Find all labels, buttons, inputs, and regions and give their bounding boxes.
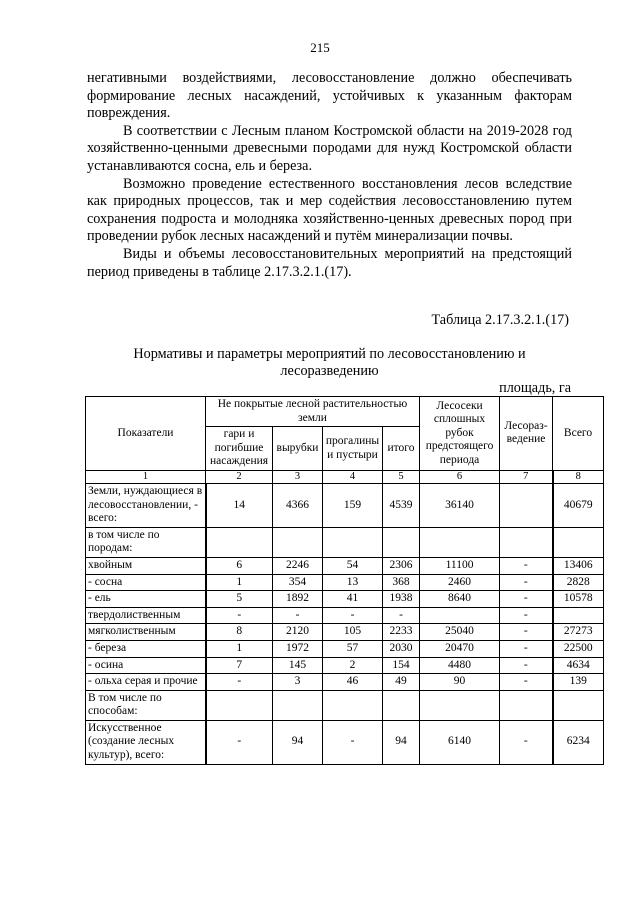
table-cell: - <box>206 720 273 764</box>
table-cell: - <box>500 624 553 641</box>
paragraph: Виды и объемы лесовосстановительных мероприятий на предстоящий период приведены в таблице 2.17.3.2.1.(17). <box>87 245 572 280</box>
table-cell: 41 <box>323 591 383 608</box>
table-cell: - <box>206 607 273 624</box>
column-number: 1 <box>86 470 206 483</box>
table-cell: 2460 <box>420 574 500 591</box>
table-cell: 4539 <box>383 483 420 527</box>
table-cell: 54 <box>323 557 383 574</box>
table-cell: 1 <box>206 640 273 657</box>
table-cell: 6 <box>206 557 273 574</box>
table-cell: 2233 <box>383 624 420 641</box>
table-cell: 94 <box>273 720 323 764</box>
table-cell: 7 <box>206 657 273 674</box>
table-cell <box>206 690 273 720</box>
table-cell: 139 <box>553 674 604 691</box>
row-label: - сосна <box>86 574 206 591</box>
table-cell: 2306 <box>383 557 420 574</box>
table-row <box>86 640 604 657</box>
paragraph: В соответствии с Лесным планом Костромской области на 2019-2028 год хозяйственно-ценными древесными породами для нужд Костромской области устанавливаются сосна, ель и береза. <box>87 122 572 174</box>
table-cell: 4480 <box>420 657 500 674</box>
table-cell: 1 <box>206 574 273 591</box>
table-row <box>86 557 604 574</box>
table-cell: - <box>500 720 553 764</box>
table-cell: 145 <box>273 657 323 674</box>
column-number: 2 <box>206 470 273 483</box>
table-cell: 3 <box>273 674 323 691</box>
column-number: 5 <box>383 470 420 483</box>
table-cell: 154 <box>383 657 420 674</box>
table-cell: - <box>500 607 553 624</box>
row-label: в том числе по породам: <box>86 527 206 557</box>
header-afforestation: Лесораз-ведение <box>500 397 553 471</box>
table-cell: 4634 <box>553 657 604 674</box>
table-cell <box>323 690 383 720</box>
table-cell: 13 <box>323 574 383 591</box>
table-cell <box>383 527 420 557</box>
row-label: В том числе по способам: <box>86 690 206 720</box>
table-row <box>86 674 604 691</box>
table-cell: 10578 <box>553 591 604 608</box>
table-cell: - <box>500 640 553 657</box>
table-cell: - <box>206 674 273 691</box>
table-row <box>86 607 604 624</box>
table-cell: - <box>500 557 553 574</box>
table-cell: - <box>500 657 553 674</box>
table-cell: 11100 <box>420 557 500 574</box>
table-cell: 2828 <box>553 574 604 591</box>
table-cell: 25040 <box>420 624 500 641</box>
row-label: мягколиственным <box>86 624 206 641</box>
table-cell: 1972 <box>273 640 323 657</box>
table-title: Нормативы и параметры мероприятий по лесовосстановлению и лесоразведению <box>133 346 526 379</box>
column-number: 4 <box>323 470 383 483</box>
table-row <box>86 690 604 720</box>
table-cell: 368 <box>383 574 420 591</box>
table-cell: 49 <box>383 674 420 691</box>
header-clearings: вырубки <box>273 427 323 471</box>
table-cell: 2120 <box>273 624 323 641</box>
table-cell: 27273 <box>553 624 604 641</box>
table-body <box>86 483 604 764</box>
table-cell: 22500 <box>553 640 604 657</box>
table-cell <box>383 690 420 720</box>
column-number: 3 <box>273 470 323 483</box>
row-label: - ель <box>86 591 206 608</box>
column-number: 8 <box>553 470 604 483</box>
table-cell <box>420 527 500 557</box>
table-cell: 2246 <box>273 557 323 574</box>
table-cell: 14 <box>206 483 273 527</box>
table-cell: 1938 <box>383 591 420 608</box>
table-cell: - <box>273 607 323 624</box>
table-cell <box>323 527 383 557</box>
row-label: - ольха серая и прочие <box>86 674 206 691</box>
table-cell: - <box>383 607 420 624</box>
column-number: 7 <box>500 470 553 483</box>
table-cell: 2030 <box>383 640 420 657</box>
table-cell: 57 <box>323 640 383 657</box>
body-text <box>87 70 572 281</box>
table-cell: 13406 <box>553 557 604 574</box>
table-cell: 40679 <box>553 483 604 527</box>
row-label: - береза <box>86 640 206 657</box>
header-glades: прогалины и пустыри <box>323 427 383 471</box>
table-cell: 4366 <box>273 483 323 527</box>
table-cell: 94 <box>383 720 420 764</box>
table-cell <box>420 607 500 624</box>
row-label: хвойным <box>86 557 206 574</box>
row-label: - осина <box>86 657 206 674</box>
header-burned: гари и погибшие насаждения <box>206 427 273 471</box>
table-cell: 46 <box>323 674 383 691</box>
table-cell: - <box>323 607 383 624</box>
column-number: 6 <box>420 470 500 483</box>
table-cell <box>500 483 553 527</box>
table-row <box>86 624 604 641</box>
column-number-row <box>86 470 604 483</box>
table-cell: - <box>323 720 383 764</box>
table-cell <box>500 527 553 557</box>
table-cell: 6140 <box>420 720 500 764</box>
table-row <box>86 591 604 608</box>
norms-table <box>85 396 604 765</box>
table-row <box>86 527 604 557</box>
table-cell: 1892 <box>273 591 323 608</box>
table-cell: 20470 <box>420 640 500 657</box>
table-cell <box>553 607 604 624</box>
paragraph: Возможно проведение естественного восстановления лесов вследствие как природных процессов, так и мер содействия лесовосстановлению путем сохранения подроста и молодняка хозяйственно-ценных древесных пород при проведении рубок лесных насаждений и путём минерализации почвы. <box>87 175 572 245</box>
table-row <box>86 657 604 674</box>
table-cell: 105 <box>323 624 383 641</box>
row-label: твердолиственным <box>86 607 206 624</box>
table-caption: Таблица 2.17.3.2.1.(17) <box>431 312 569 328</box>
table-units: площадь, га <box>499 380 571 396</box>
header-total-non-covered: итого <box>383 427 420 471</box>
page-number: 215 <box>310 40 330 55</box>
table-cell: - <box>500 591 553 608</box>
paragraph: негативными воздействиями, лесовосстановление должно обеспечивать формирование лесных насаждений, устойчивых к указанным факторам повреждения. <box>87 70 572 122</box>
table-cell <box>273 690 323 720</box>
row-label: Искусственное (создание лесных культур), всего: <box>86 720 206 764</box>
table-cell <box>553 690 604 720</box>
table-cell: 354 <box>273 574 323 591</box>
table-cell: 5 <box>206 591 273 608</box>
row-label: Земли, нуждающиеся в лесовосстановлении, - всего: <box>86 483 206 527</box>
table-row <box>86 720 604 764</box>
table-cell <box>420 690 500 720</box>
table-cell <box>206 527 273 557</box>
table-cell <box>500 690 553 720</box>
table-cell <box>273 527 323 557</box>
table-cell: 36140 <box>420 483 500 527</box>
table-cell <box>553 527 604 557</box>
table-cell: 90 <box>420 674 500 691</box>
table-cell: - <box>500 674 553 691</box>
table-cell: 159 <box>323 483 383 527</box>
table-cell: - <box>500 574 553 591</box>
table-cell: 6234 <box>553 720 604 764</box>
header-indicators: Показатели <box>86 397 206 471</box>
header-clearcuts: Лесосеки сплошных рубок предстоящего периода <box>420 397 500 471</box>
table-cell: 2 <box>323 657 383 674</box>
table-cell: 8 <box>206 624 273 641</box>
table-row <box>86 574 604 591</box>
header-non-covered: Не покрытые лесной растительностью земли <box>206 397 420 427</box>
table-cell: 8640 <box>420 591 500 608</box>
header-total: Всего <box>553 397 604 471</box>
table-row <box>86 483 604 527</box>
